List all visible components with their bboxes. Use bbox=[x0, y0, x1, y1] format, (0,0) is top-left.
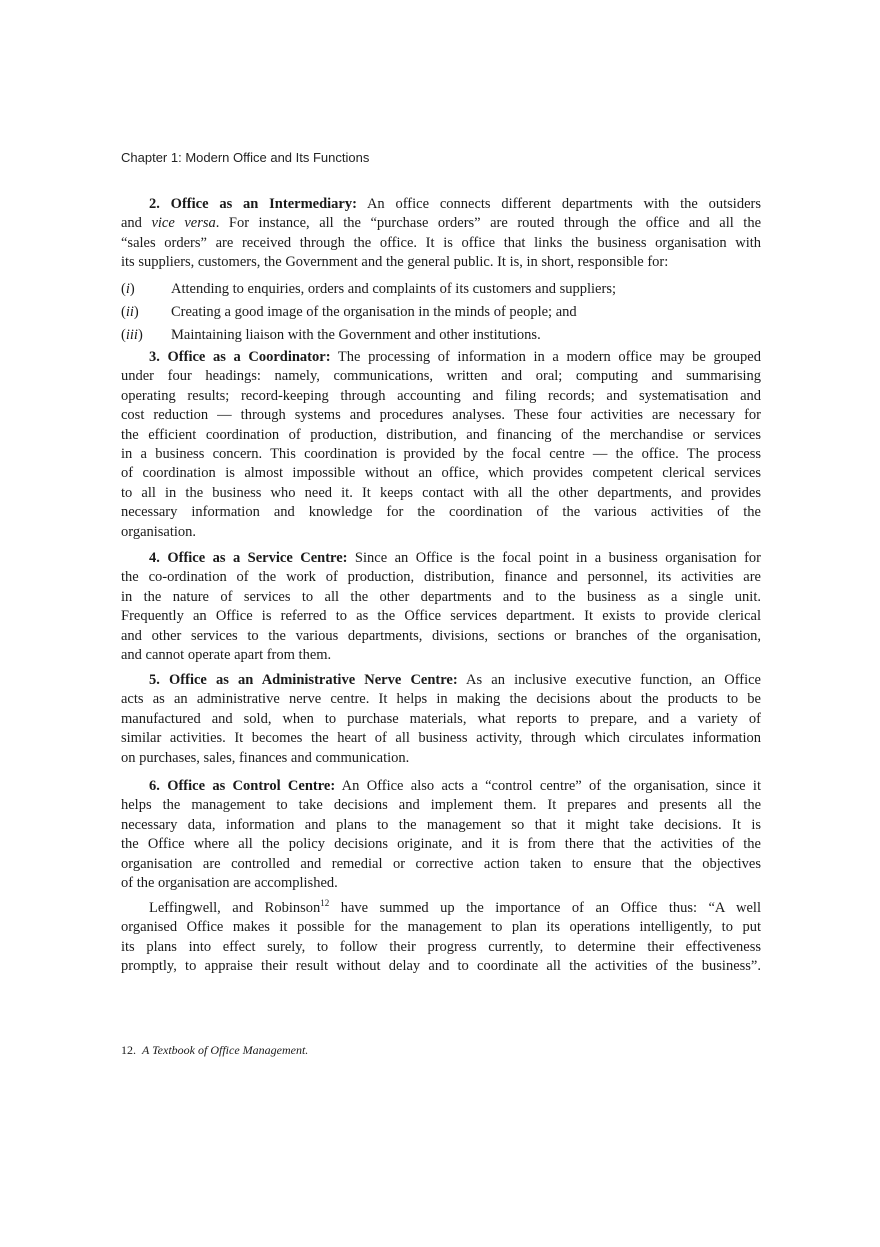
text-run: organisation are controlled and remedial or corrective action taken to ensure that the objectives bbox=[121, 855, 761, 872]
text-line bbox=[121, 646, 761, 665]
running-header: Chapter 1: Modern Office and Its Functions bbox=[121, 150, 370, 165]
list-numeral: i bbox=[125, 281, 130, 297]
text-line bbox=[121, 445, 761, 464]
text-run: and cannot operate apart from them. bbox=[121, 646, 332, 663]
text-line bbox=[121, 195, 761, 214]
text-line bbox=[121, 938, 761, 957]
section-heading: 2. Office as an Intermediary: bbox=[149, 196, 357, 212]
text-run: operating results; record-keeping through accounting and filing records; and systematisation and bbox=[121, 387, 761, 404]
list-item bbox=[121, 280, 761, 299]
list-item bbox=[121, 326, 761, 345]
text-line bbox=[121, 627, 761, 646]
footnote-title: A Textbook of Office Management. bbox=[142, 1043, 309, 1057]
text-line bbox=[121, 607, 761, 626]
section-heading: 6. Office as Control Centre: bbox=[149, 778, 336, 794]
text-run: under four headings: namely, communications, written and oral; computing and summarising bbox=[121, 368, 761, 385]
paragraph bbox=[121, 899, 761, 977]
text-run: acts as an administrative nerve centre. It helps in making the decisions about the products to be bbox=[121, 691, 761, 708]
emphasis-text: vice versa bbox=[151, 215, 216, 232]
text-run: An office connects different departments with the outsiders bbox=[356, 196, 761, 212]
text-line bbox=[121, 796, 761, 815]
text-run: the co-ordination of the work of production, distribution, finance and personnel, its activities are bbox=[121, 569, 761, 586]
text-line bbox=[121, 816, 761, 835]
text-run: of coordination is almost impossible without an office, which provides competent clerical services bbox=[121, 465, 761, 482]
list-numeral: iii bbox=[125, 327, 138, 343]
text-line bbox=[121, 549, 761, 568]
text-run: the efficient coordination of production, distribution, and financing of the merchandise or services bbox=[121, 426, 761, 443]
text-run: Leffingwell, and Robinson bbox=[149, 900, 321, 916]
text-line bbox=[121, 387, 761, 406]
text-run: Since an Office is the focal point in a business organisation for bbox=[347, 550, 761, 566]
text-line bbox=[121, 855, 761, 874]
text-run: As an inclusive executive function, an Office bbox=[457, 672, 761, 688]
text-run: cost reduction — through systems and procedures analyses. These four activities are necessary for bbox=[121, 407, 761, 424]
text-line bbox=[121, 874, 761, 893]
text-line bbox=[121, 348, 761, 367]
paragraph bbox=[121, 549, 761, 665]
text-run: of the organisation are accomplished. bbox=[121, 874, 338, 891]
text-line bbox=[121, 464, 761, 483]
text-run: similar activities. It becomes the heart of all business activity, through which circulates information bbox=[121, 730, 761, 747]
text-line bbox=[121, 426, 761, 445]
text-run: on purchases, sales, finances and communication. bbox=[121, 749, 410, 766]
paragraph bbox=[121, 777, 761, 893]
text-run: promptly, to appraise their result without delay and to coordinate all the activities of the business”. bbox=[121, 958, 761, 975]
text-run: necessary data, information and plans to the management so that it might take decisions. It is bbox=[121, 816, 761, 833]
text-line bbox=[121, 671, 761, 690]
text-run: An Office also acts a “control centre” of the organisation, since it bbox=[335, 778, 761, 794]
footnote-reference: 12 bbox=[320, 898, 330, 908]
text-line bbox=[121, 588, 761, 607]
list-item-text: Attending to enquiries, orders and complaints of its customers and suppliers; bbox=[171, 281, 616, 297]
list-item-number: (ii) bbox=[121, 303, 139, 320]
section-heading: 4. Office as a Service Centre: bbox=[149, 550, 348, 566]
footnote-number: 12. bbox=[121, 1043, 136, 1057]
text-line bbox=[121, 367, 761, 386]
paragraph bbox=[121, 671, 761, 768]
text-run: organisation. bbox=[121, 523, 197, 540]
text-run: the Office where all the policy decisions originate, and it is from there that the activities of the bbox=[121, 836, 761, 853]
text-run: in a business concern. This coordination is provided by the focal centre — the office. The process bbox=[121, 445, 761, 462]
text-run: and bbox=[121, 215, 152, 232]
text-line bbox=[121, 957, 761, 976]
text-run: and other services to the various departments, divisions, sections or branches of the organisation, bbox=[121, 627, 761, 644]
text-line bbox=[121, 484, 761, 503]
text-line bbox=[121, 710, 761, 729]
text-line bbox=[121, 234, 761, 253]
text-line bbox=[121, 214, 761, 233]
text-run: helps the management to take decisions and implement them. It prepares and presents all the bbox=[121, 797, 761, 814]
text-line bbox=[121, 749, 761, 768]
list-numeral: ii bbox=[125, 303, 134, 320]
text-line bbox=[121, 918, 761, 937]
text-run: have summed up the importance of an Office thus: “A well bbox=[329, 900, 761, 916]
list-item bbox=[121, 303, 761, 322]
text-run: manufactured and sold, when to purchase materials, what reports to prepare, and a variety of bbox=[121, 710, 761, 727]
list-item-number: (i) bbox=[121, 281, 135, 297]
text-run: . For instance, all the “purchase orders” are routed through the office and all the bbox=[215, 215, 762, 232]
text-run: The processing of information in a modern office may be grouped bbox=[330, 349, 761, 365]
list-item-number: (iii) bbox=[121, 327, 143, 343]
text-line bbox=[121, 568, 761, 587]
text-line bbox=[121, 729, 761, 748]
section-heading: 5. Office as an Administrative Nerve Centre: bbox=[149, 672, 458, 688]
paragraph bbox=[121, 195, 761, 273]
text-run: Frequently an Office is referred to as the Office services department. It exists to provide clerical bbox=[121, 608, 761, 625]
text-line bbox=[121, 523, 761, 542]
list-item-text: Maintaining liaison with the Government and other institutions. bbox=[171, 327, 541, 343]
text-run: in the nature of services to all the other departments and to the business as a single unit. bbox=[121, 588, 761, 605]
section-heading: 3. Office as a Coordinator: bbox=[149, 349, 331, 365]
paragraph bbox=[121, 348, 761, 542]
text-line bbox=[121, 406, 761, 425]
text-line bbox=[121, 835, 761, 854]
text-line bbox=[121, 503, 761, 522]
text-line bbox=[121, 690, 761, 709]
text-run: organised Office makes it possible for the management to plan its operations intelligently, to put bbox=[121, 919, 761, 936]
text-run: to all in the business who need it. It keeps contact with all the other departments, and provides bbox=[121, 484, 761, 501]
text-line bbox=[121, 899, 761, 918]
text-run: necessary information and knowledge for the coordination of the various activities of the bbox=[121, 504, 761, 521]
text-line bbox=[121, 253, 761, 272]
text-line bbox=[121, 777, 761, 796]
footnote bbox=[121, 1043, 308, 1058]
list-item-text: Creating a good image of the organisation in the minds of people; and bbox=[171, 303, 577, 320]
text-run: its suppliers, customers, the Government and the general public. It is, in short, responsible for: bbox=[121, 254, 669, 271]
text-run: its plans into effect surely, to follow their progress currently, to determine their effectiveness bbox=[121, 938, 761, 955]
text-run: “sales orders” are received through the office. It is office that links the business organisation with bbox=[121, 234, 761, 251]
